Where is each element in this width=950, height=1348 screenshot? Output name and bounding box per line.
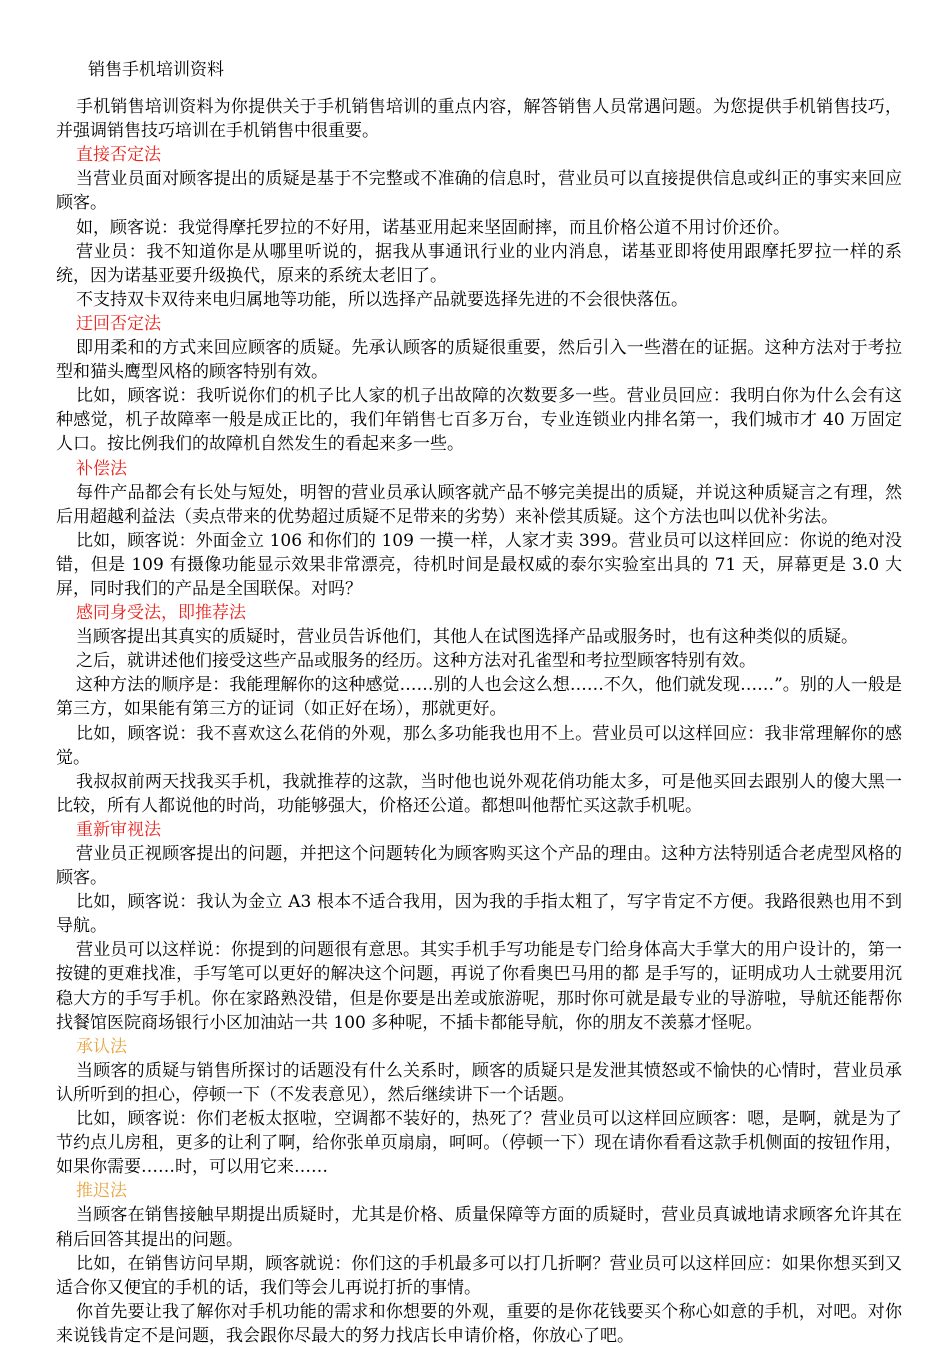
- intro-paragraph: 手机销售培训资料为你提供关于手机销售培训的重点内容，解答销售人员常遇问题。为您提供手机销售技巧，并强调销售技巧培训在手机销售中很重要。: [56, 97, 902, 142]
- body-paragraph: 即用柔和的方式来回应顾客的质疑。先承认顾客的质疑很重要，然后引入一些潜在的证据。这种方法对于考拉型和猫头鹰型风格的顾客特别有效。: [56, 338, 902, 383]
- body-paragraph: 比如，在销售访问早期，顾客就说：你们这的手机最多可以打几折啊？营业员可以这样回应：如果你想买到又适合你又便宜的手机的话，我们等会儿再说打折的事情。: [56, 1253, 902, 1298]
- body-paragraph: 比如，顾客说：我不喜欢这么花俏的外观，那么多功能我也用不上。营业员可以这样回应：我非常理解你的感觉。: [56, 723, 902, 768]
- body-paragraph: 我叔叔前两天找我买手机，我就推荐的这款，当时他也说外观花俏功能太多，可是他买回去跟别人的傻大黑一比较，所有人都说他的时尚，功能够强大，价格还公道。都想叫他帮忙买这款手机呢。: [56, 771, 902, 816]
- section-heading: 推迟法: [76, 1181, 127, 1202]
- section-empathy: [56, 601, 902, 818]
- section-compensation: [56, 457, 902, 602]
- body-paragraph: 你首先要让我了解你对手机功能的需求和你想要的外观，重要的是你花钱要买个称心如意的手机，对吧。对你来说钱肯定不是问题，我会跟你尽最大的努力找店长申请价格，你放心了吧。: [56, 1301, 902, 1346]
- section-heading: 迂回否定法: [76, 313, 161, 334]
- body-paragraph: 不支持双卡双待来电归属地等功能，所以选择产品就要选择先进的不会很快落伍。: [76, 289, 688, 310]
- section-heading: 补偿法: [76, 458, 127, 479]
- body-paragraph: 比如，顾客说：你们老板太抠啦，空调都不装好的，热死了？营业员可以这样回应顾客：嗯，是啊，就是为了节约点儿房租，更多的让利了啊，给你张单页扇扇，呵呵。（停顿一下）现在请你看看这款手机侧面的按钮作用，如果你需要……时，可以用它来……: [56, 1109, 902, 1178]
- body-paragraph: 之后，就讲述他们接受这些产品或服务的经历。这种方法对孔雀型和考拉型顾客特别有效。: [76, 651, 756, 672]
- body-paragraph: 当顾客的质疑与销售所探讨的话题没有什么关系时，顾客的质疑只是发泄其愤怒或不愉快的心情时，营业员承认所听到的担心，停顿一下（不发表意见），然后继续讲下一个话题。: [56, 1060, 902, 1105]
- section-heading: 直接否定法: [76, 145, 161, 166]
- body-paragraph: 每件产品都会有长处与短处，明智的营业员承认顾客就产品不够完美提出的质疑，并说这种质疑言之有理，然后用超越利益法（卖点带来的优势超过质疑不足带来的劣势）来补偿其质疑。这个方法也叫以优补劣法。: [56, 482, 902, 527]
- body-paragraph: 营业员：我不知道你是从哪里听说的，据我从事通讯行业的业内消息，诺基亚即将使用跟摩托罗拉一样的系统，因为诺基亚要升级换代，原来的系统太老旧了。: [56, 241, 902, 286]
- section-reframe: [56, 818, 902, 1035]
- body-paragraph: 当营业员面对顾客提出的质疑是基于不完整或不准确的信息时，营业员可以直接提供信息或纠正的事实来回应顾客。: [56, 169, 902, 214]
- body-paragraph: 当顾客在销售接触早期提出质疑时，尤其是价格、质量保障等方面的质疑时，营业员真诚地请求顾客允许其在稍后回答其提出的问题。: [56, 1205, 902, 1250]
- section-indirect-denial: [56, 312, 902, 457]
- body-paragraph: 营业员正视顾客提出的问题，并把这个问题转化为顾客购买这个产品的理由。这种方法特别适合老虎型风格的顾客。: [56, 844, 902, 889]
- document-title: 销售手机培训资料: [88, 60, 224, 80]
- body-paragraph: 比如，顾客说：外面金立 106 和你们的 109 一摸一样，人家才卖 399。营业员可以这样回应：你说的绝对没错，但是 109 有摄像功能显示效果非常漂亮，待机时间是最权威的泰尔实验室出具的 71 天，屏幕更是 3.0 大屏，同时我们的产品是全国联保。对吗？: [56, 530, 902, 599]
- body-paragraph: 当顾客提出其真实的质疑时，营业员告诉他们，其他人在试图选择产品或服务时，也有这种类似的质疑。: [76, 627, 858, 648]
- body-paragraph: 营业员可以这样说：你提到的问题很有意思。其实手机手写功能是专门给身体高大手掌大的用户设计的，第一按键的更难找准，手写笔可以更好的解决这个问题，再说了你看奥巴马用的都 是手写的，证明成功人士就要用沉稳大方的手写手机。你在家路熟没错，但是你要是出差或旅游呢，那时你可就是最专业的导游啦，导航还能帮你找餐馆医院商场银行小区加油站一共 100 多种呢，不插卡都能导航，你的朋友不羡慕才怪呢。: [56, 940, 902, 1033]
- section-postpone: [56, 1179, 902, 1348]
- section-heading: 承认法: [76, 1036, 127, 1057]
- body-paragraph: 如，顾客说：我觉得摩托罗拉的不好用，诺基亚用起来坚固耐摔，而且价格公道不用讨价还价。: [76, 217, 790, 238]
- body-paragraph: 这种方法的顺序是：我能理解你的这种感觉……别的人也会这么想……不久，他们就发现……”。别的人一般是第三方，如果能有第三方的证词（如正好在场），那就更好。: [56, 675, 902, 720]
- section-direct-denial: [56, 143, 902, 312]
- body-paragraph: 比如，顾客说：我认为金立 A3 根本不适合我用，因为我的手指太粗了，写字肯定不方便。我路很熟也用不到导航。: [56, 892, 902, 937]
- section-acknowledge: [56, 1035, 902, 1180]
- section-heading: 感同身受法，即推荐法: [76, 603, 246, 624]
- section-heading: 重新审视法: [76, 819, 161, 840]
- document-page: [56, 58, 902, 1348]
- body-paragraph: 比如，顾客说：我听说你们的机子比人家的机子出故障的次数要多一些。营业员回应：我明白你为什么会有这种感觉，机子故障率一般是成正比的，我们年销售七百多万台，专业连锁业内排名第一，我们城市才 40 万固定人口。按比例我们的故障机自然发生的看起来多一些。: [56, 386, 902, 455]
